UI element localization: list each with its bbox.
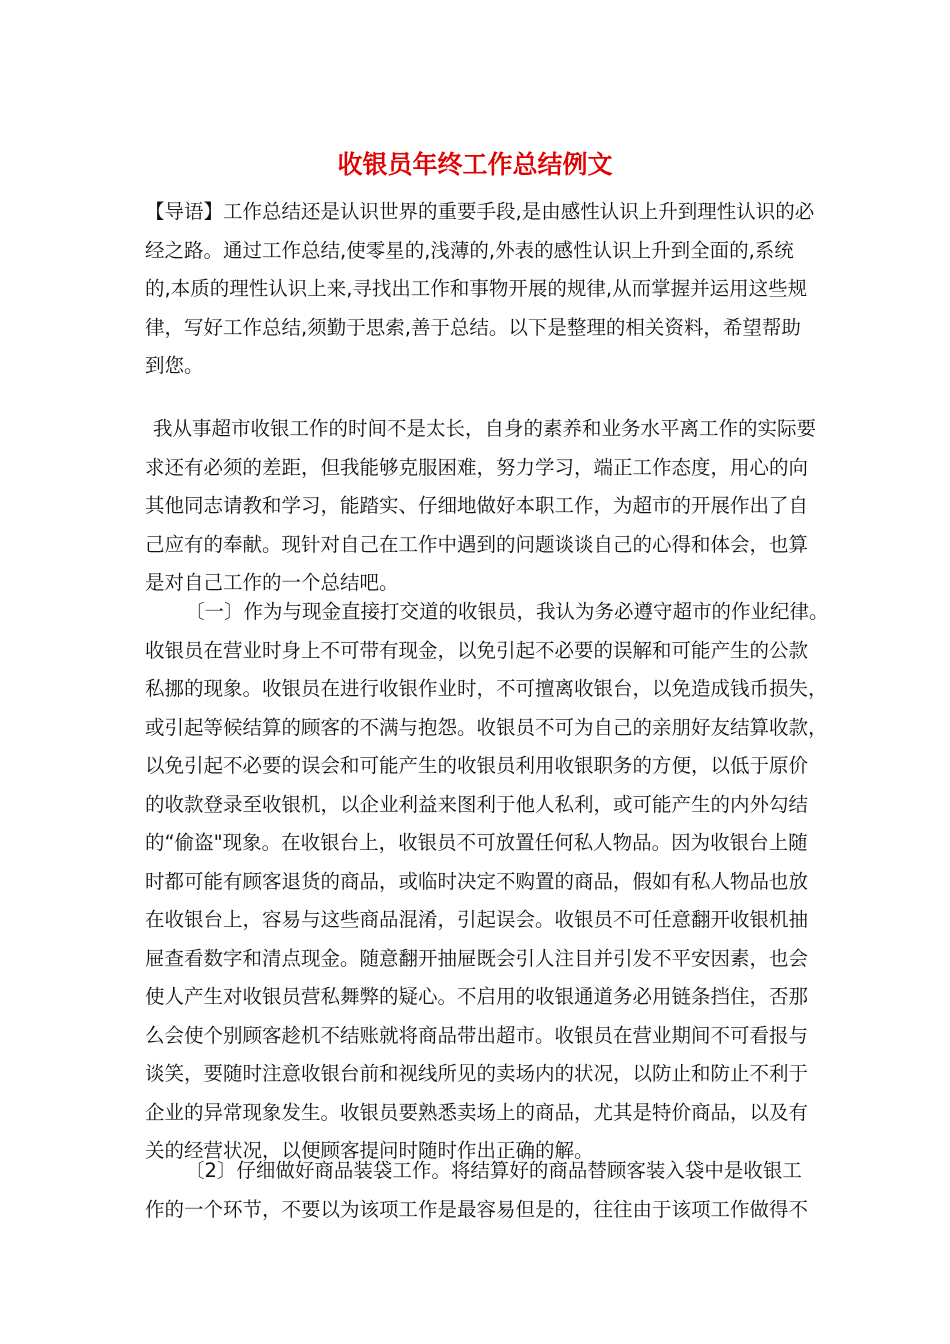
paragraph-3-line: 〔2〕仔细做好商品装袋工作。将结算好的商品替顾客装入袋中是收银工 <box>185 1159 802 1182</box>
paragraph-2-line: 在收银台上，容易与这些商品混淆，引起误会。收银员不可任意翻开收银机抽 <box>145 908 809 931</box>
paragraph-2-line: 企业的异常现象发生。收银员要熟悉卖场上的商品，尤其是特价商品，以及有 <box>145 1100 809 1124</box>
paragraph-2-line: 或引起等候结算的顾客的不满与抱怨。收银员不可为自己的亲朋好友结算收款， <box>145 715 828 739</box>
paragraph-2-line: 的“偷盗"现象。在收银台上，收银员不可放置任何私人物品。因为收银台上随 <box>145 831 808 854</box>
paragraph-2-line: 使人产生对收银员营私舞弊的疑心。不启用的收银通道务必用链条挡住，否那 <box>145 985 809 1008</box>
paragraph-1-line: 求还有必须的差距，但我能够克服困难，努力学习，端正工作态度，用心的向 <box>145 455 809 479</box>
paragraph-2-line: 谈笑，要随时注意收银台前和视线所见的卖场内的状况，以防止和防止不利于 <box>145 1062 809 1085</box>
intro-line: 律，写好工作总结,须勤于思索,善于总结。以下是整理的相关资料，希望帮助 <box>145 315 801 339</box>
paragraph-1-line: 我从事超市收银工作的时间不是太长，自身的素养和业务水平离工作的实际要 <box>153 417 817 440</box>
intro-line: 经之路。通过工作总结,使零星的,浅薄的,外表的感性认识上升到全面的,系统 <box>145 238 794 262</box>
paragraph-2-line: 私挪的现象。收银员在进行收银作业时，不可擅离收银台，以免造成钱币损失， <box>145 677 828 700</box>
paragraph-2-line: 的收款登录至收银机，以企业利益来图利于他人私利，或可能产生的内外勾结 <box>145 792 809 816</box>
intro-line: 的,本质的理性认识上来,寻找出工作和事物开展的规律,从而掌握并运用这些规 <box>145 277 808 300</box>
paragraph-2-line: 屉查看数字和清点现金。随意翻开抽屉既会引人注目并引发不平安因素，也会 <box>145 946 809 970</box>
paragraph-3-line: 作的一个环节，不要以为该项工作是最容易但是的，往往由于该项工作做得不 <box>145 1197 809 1221</box>
paragraph-2-line: 关的经营状况，以便顾客提问时随时作出正确的解。 <box>145 1139 594 1162</box>
intro-line: 到您。 <box>145 354 204 377</box>
paragraph-1-line: 己应有的奉献。现针对自己在工作中遇到的问题谈谈自己的心得和体会，也算 <box>145 532 809 556</box>
paragraph-2-line: 么会使个别顾客趁机不结账就将商品带出超市。收银员在营业期间不可看报与 <box>145 1023 809 1047</box>
paragraph-2-line: 以免引起不必要的误会和可能产生的收银员利用收银职务的方便，以低于原价 <box>145 754 809 777</box>
intro-line: 【导语】工作总结还是认识世界的重要手段,是由感性认识上升到理性认识的必 <box>145 200 815 223</box>
paragraph-1-line: 是对自己工作的一个总结吧。 <box>145 571 399 594</box>
document-title: 收银员年终工作总结例文 <box>337 150 613 179</box>
paragraph-2-line: 〔一〕作为与现金直接打交道的收银员，我认为务必遵守超市的作业纪律。 <box>185 600 829 623</box>
paragraph-2-line: 收银员在营业时身上不可带有现金，以免引起不必要的误解和可能产生的公款 <box>145 638 809 662</box>
paragraph-2-line: 时都可能有顾客退货的商品，或临时决定不购置的商品，假如有私人物品也放 <box>145 869 809 893</box>
paragraph-1-line: 其他同志请教和学习，能踏实、仔细地做好本职工作，为超市的开展作出了自 <box>145 494 809 517</box>
